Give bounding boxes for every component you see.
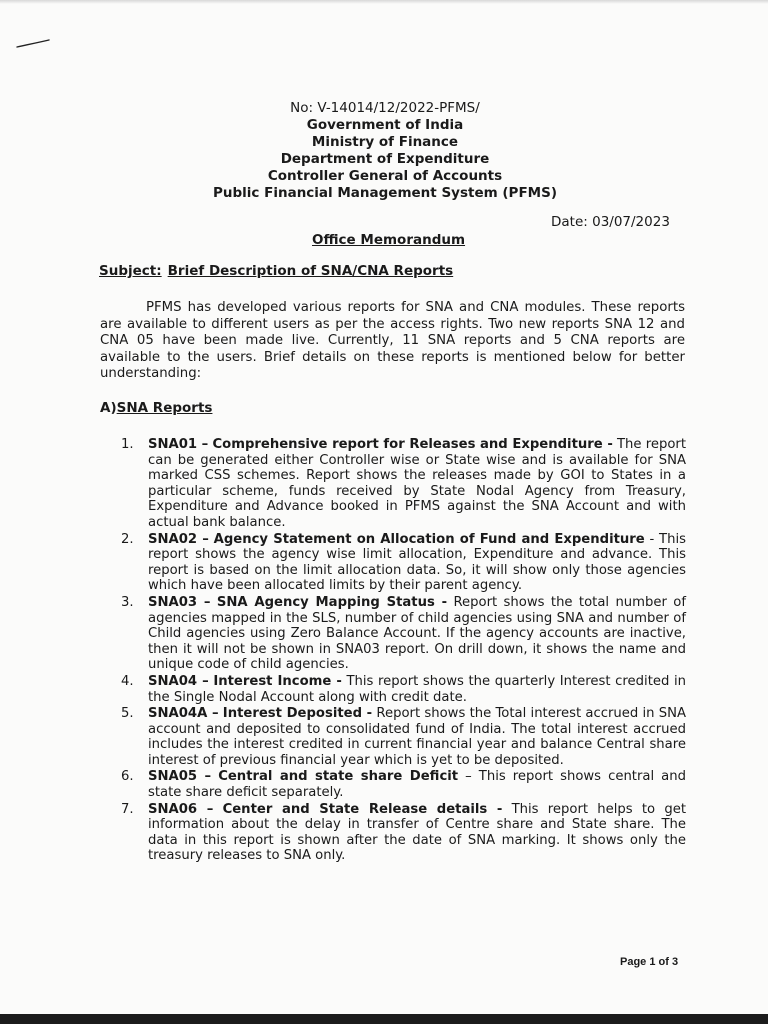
page-number: Page 1 of 3 bbox=[620, 956, 679, 968]
subject-label: Subject: bbox=[99, 263, 162, 279]
pen-mark-icon bbox=[16, 38, 50, 50]
list-item bbox=[121, 769, 686, 800]
report-list bbox=[121, 437, 686, 865]
list-item bbox=[121, 595, 686, 673]
document-date: Date: 03/07/2023 bbox=[551, 214, 670, 230]
section-title: SNA Reports bbox=[116, 400, 213, 416]
header-line-ministry: Ministry of Finance bbox=[311, 134, 459, 150]
list-item bbox=[121, 674, 686, 705]
item-number: 3. bbox=[121, 594, 134, 610]
list-item bbox=[121, 706, 686, 768]
report-code: SNA06 – bbox=[148, 801, 214, 817]
report-code: SNA05 – bbox=[148, 769, 212, 785]
report-title: SNA Agency Mapping Status - bbox=[216, 594, 448, 610]
page-top-edge bbox=[0, 0, 768, 4]
section-prefix: A) bbox=[100, 400, 117, 416]
report-title: Center and State Release details - bbox=[222, 801, 503, 817]
header-line-controller: Controller General of Accounts bbox=[267, 168, 503, 184]
report-description: This report shows the quarterly Interest credited in the Single Nodal Account along with credit date. bbox=[148, 673, 686, 705]
list-item bbox=[121, 532, 686, 594]
report-description: Report shows the total number of agencies mapped in the SLS, number of child agencies using SNA and number of Child agencies using Zero Balance Account. If the agency accounts are inactive, then it will not be shown in SNA03 report. On drill down, it shows the name and unique code of child agencies. bbox=[148, 594, 687, 673]
header-line-department: Department of Expenditure bbox=[280, 151, 490, 167]
report-description: This report helps to get information about the delay in transfer of Centre share and State share. The data in this report is shown after the date of SNA marking. It shows only the treasury releases to SNA only. bbox=[148, 801, 687, 864]
item-number: 4. bbox=[121, 673, 134, 689]
memo-title: Office Memorandum bbox=[312, 232, 466, 248]
section-heading bbox=[100, 400, 212, 416]
header-line-government: Government of India bbox=[306, 117, 464, 133]
subject-line bbox=[99, 263, 453, 279]
report-code: SNA04A – bbox=[148, 706, 219, 722]
report-code: SNA04 – bbox=[148, 673, 209, 689]
item-number: 7. bbox=[121, 801, 134, 817]
item-number: 2. bbox=[121, 531, 134, 547]
report-title: Central and state share Deficit bbox=[218, 769, 459, 785]
document-header bbox=[150, 100, 620, 202]
report-description: - This report shows the agency wise limit allocation, Expenditure and advance. This report is based on the limit allocation data. So, it will show only those agencies which have been allocated limits by their parent agency. bbox=[148, 531, 687, 594]
item-number: 5. bbox=[121, 706, 134, 722]
report-title: Agency Statement on Allocation of Fund and Expenditure bbox=[213, 531, 645, 547]
report-description: – This report shows central and state share deficit separately. bbox=[148, 769, 686, 801]
report-code: SNA01 – bbox=[148, 437, 209, 452]
reference-number: No: V-14014/12/2022-PFMS/ bbox=[290, 100, 480, 116]
report-title: Comprehensive report for Releases and Expenditure - bbox=[212, 437, 613, 452]
intro-paragraph: PFMS has developed various reports for SNA and CNA modules. These reports are available to different users as per the access rights. Two new reports SNA 12 and CNA 05 have been made live. Currently, 11 SNA reports and 5 CNA reports are available to the users. Brief details on these reports is mentioned below for better understanding: bbox=[100, 300, 685, 381]
list-item bbox=[121, 437, 686, 531]
subject-text: Brief Description of SNA/CNA Reports bbox=[167, 263, 454, 279]
report-code: SNA03 – bbox=[148, 594, 211, 610]
item-number: 1. bbox=[121, 437, 134, 452]
item-number: 6. bbox=[121, 769, 134, 785]
report-description: The report can be generated either Controller wise or State wise and is available for SNA marked CSS schemes. Report shows the releases made by GOI to States in a particular scheme, funds received by State Nodal Agency from Treasury, Expenditure and Advance booked in PFMS against the SNA Account and with actual bank balance. bbox=[148, 437, 686, 530]
list-item bbox=[121, 802, 686, 864]
report-description: Report shows the Total interest accrued in SNA account and deposited to consolidated fund of India. The total interest accrued includes the interest credited in current financial year and balance Central share interest of previous financial year which is yet to be deposited. bbox=[148, 706, 686, 768]
report-title: Interest Income - bbox=[213, 673, 342, 689]
report-code: SNA02 – bbox=[148, 531, 209, 547]
report-title: Interest Deposited - bbox=[222, 706, 373, 722]
page-bottom-edge bbox=[0, 1014, 768, 1024]
header-line-pfms: Public Financial Management System (PFMS) bbox=[213, 185, 557, 201]
